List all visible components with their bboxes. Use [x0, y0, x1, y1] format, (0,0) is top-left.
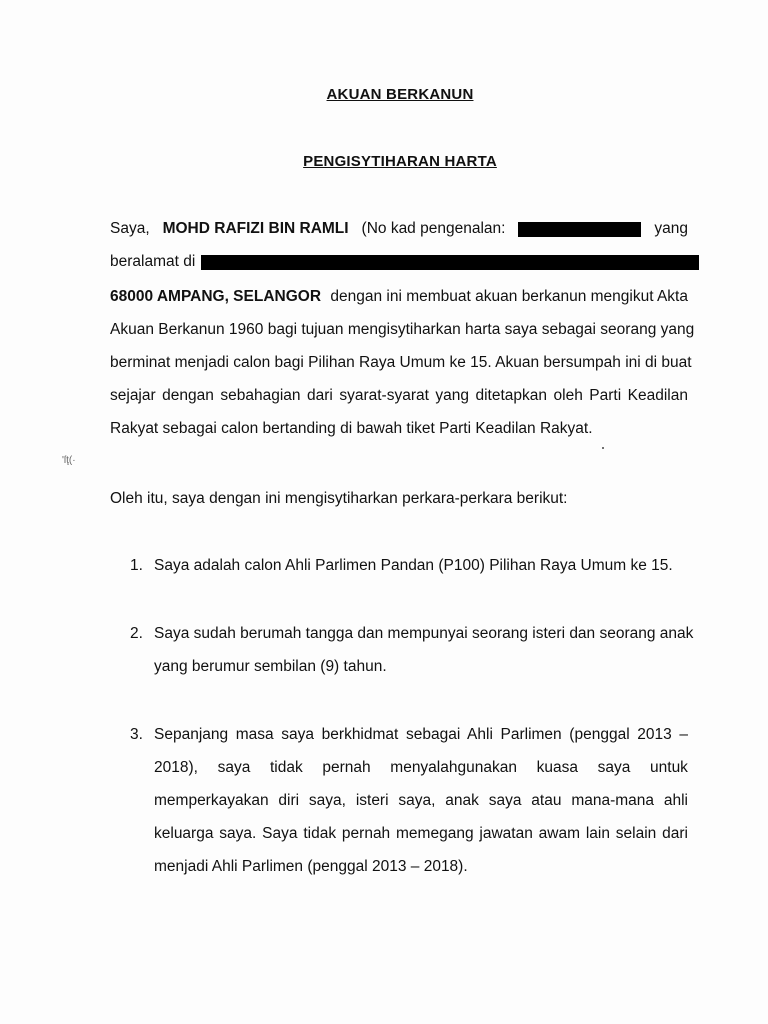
yang-text: yang [654, 220, 688, 237]
item-word: pernah [322, 759, 371, 776]
item-line: Saya sudah berumah tangga dan mempunyai seorang isteri dan seorang anak [154, 625, 694, 642]
item-line: keluarga saya. Saya tidak pernah memegang jawatan awam lain selain dari [154, 825, 688, 842]
margin-mark: 'ſţ(· [62, 455, 76, 466]
document-subtitle: PENGISYTIHARAN HARTA [303, 153, 497, 170]
item-line [154, 759, 688, 777]
item-line: yang berumur sembilan (9) tahun. [154, 658, 387, 675]
intro-text: Oleh itu, saya dengan ini mengisytiharkan perkara-perkara berikut: [110, 490, 568, 507]
item-line: Saya adalah calon Ahli Parlimen Pandan (P100) Pilihan Raya Umum ke 15. [154, 557, 673, 574]
para1-line6: sejajar dengan sebahagian dari syarat-syarat yang ditetapkan oleh Parti Keadilan [110, 387, 688, 404]
item-line: menjadi Ahli Parlimen (penggal 2013 – 2018). [154, 858, 468, 875]
beralamat-text: beralamat di [110, 253, 196, 270]
item-word: menyalahgunakan [390, 759, 517, 776]
item-word: untuk [650, 759, 688, 776]
document-title: AKUAN BERKANUN [326, 86, 474, 103]
para1-line1 [110, 220, 688, 238]
para1-line3-rest: dengan ini membuat akuan berkanun mengikut Akta [330, 288, 688, 305]
item-number: 2. [130, 625, 143, 642]
para1-line3 [110, 288, 688, 306]
item-number: 1. [130, 557, 143, 574]
stray-dot [602, 447, 604, 449]
saya-text: Saya, [110, 220, 150, 237]
redacted-ic [518, 222, 641, 237]
item-word: saya [217, 759, 251, 776]
item-line: memperkayakan diri saya, isteri saya, anak saya atau mana-mana ahli [154, 792, 688, 809]
item-word: 2018), [154, 759, 198, 776]
declarant-name: MOHD RAFIZI BIN RAMLI [162, 220, 349, 237]
para1-line4: Akuan Berkanun 1960 bagi tujuan mengisytiharkan harta saya sebagai seorang yang [110, 321, 695, 338]
para1-line5: berminat menjadi calon bagi Pilihan Raya Umum ke 15. Akuan bersumpah ini di buat [110, 354, 692, 371]
item-number: 3. [130, 726, 143, 743]
redacted-address [201, 255, 699, 270]
item-word: tidak [269, 759, 303, 776]
item-word: kuasa [536, 759, 578, 776]
para1-line7: Rakyat sebagai calon bertanding di bawah tiket Parti Keadilan Rakyat. [110, 420, 593, 437]
item-line: Sepanjang masa saya berkhidmat sebagai Ahli Parlimen (penggal 2013 – [154, 726, 688, 743]
ic-label: (No kad pengenalan: [361, 220, 506, 237]
item-word: saya [597, 759, 631, 776]
location-text: 68000 AMPANG, SELANGOR [110, 288, 322, 305]
para1-line2 [110, 253, 195, 271]
